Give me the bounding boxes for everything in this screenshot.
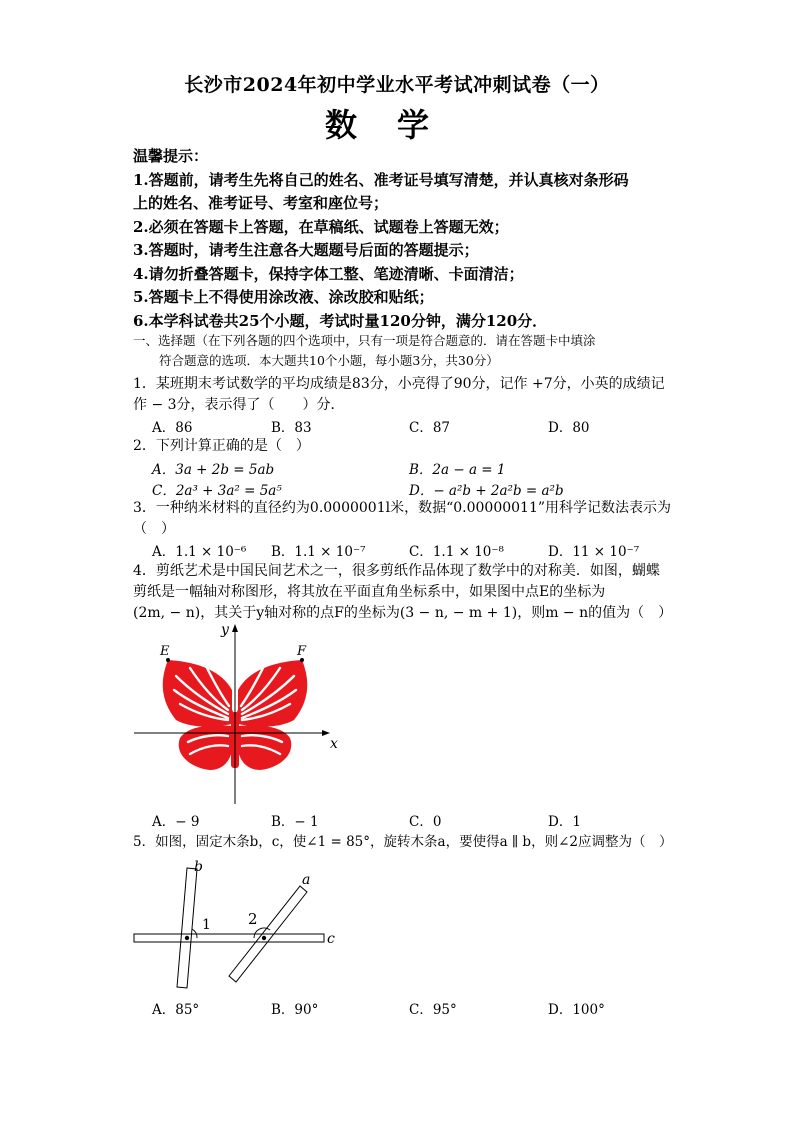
option-b[interactable]: B．− 1 xyxy=(271,814,319,830)
angle-2-label: 2 xyxy=(248,910,258,928)
option-b[interactable]: B．1.1 × 10⁻⁷ xyxy=(271,544,366,560)
wood-strips-figure xyxy=(130,856,350,992)
option-c[interactable]: C．0 xyxy=(409,814,442,830)
label-c: c xyxy=(327,931,335,947)
notice-line: 4.请勿折叠答题卡，保持字体工整、笔迹清晰、卡面清洁； xyxy=(133,264,524,283)
option-b[interactable]: B．83 xyxy=(271,420,312,436)
question-text: 剪纸是一幅轴对称图形，将其放在平面直角坐标系中，如果图中点E的坐标为 xyxy=(133,584,606,600)
question-text: （ ） xyxy=(133,521,175,537)
option-b[interactable]: B．2a − a = 1 xyxy=(409,462,506,478)
notice-line: 5.答题卡上不得使用涂改液、涂改胶和贴纸； xyxy=(133,288,434,306)
option-a[interactable]: A．85° xyxy=(152,1002,200,1018)
notice-line: 上的姓名、准考证号、考室和座位号； xyxy=(133,194,389,212)
option-d[interactable]: D．11 × 10⁻⁷ xyxy=(548,544,640,560)
option-a[interactable]: A．86 xyxy=(152,420,193,436)
notice-line: 6.本学科试卷共25个小题，考试时量120分钟，满分120分． xyxy=(133,311,548,330)
pivot-2 xyxy=(262,936,266,940)
option-c[interactable]: C．1.1 × 10⁻⁸ xyxy=(409,544,504,560)
question-text: 5．如图，固定木条b，c，使∠1 = 85°，旋转木条a，要使得a ∥ b，则∠2应调整为（ ） xyxy=(133,834,673,850)
notice-line: 1.答题前，请考生先将自己的姓名、准考证号填写清楚，并认真核对条形码 xyxy=(133,170,629,189)
question-3 xyxy=(133,498,673,540)
notice-block xyxy=(133,145,673,333)
notice-heading: 温馨提示： xyxy=(133,147,209,165)
label-e: E xyxy=(160,644,170,659)
angle-1-label: 1 xyxy=(202,917,211,933)
question-1 xyxy=(133,374,673,416)
question-text: 3．一种纳米材料的直径约为0.0000001l米，数据“0.00000011”用科学记数法表示为 xyxy=(133,500,672,516)
option-c[interactable]: C．95° xyxy=(409,1002,457,1018)
question-4 xyxy=(133,561,673,624)
exam-title: 长沙市2024年初中学业水平考试冲刺试卷（一） xyxy=(184,74,610,96)
notice-line: 2.必须在答题卡上答题，在草稿纸、试题卷上答题无效； xyxy=(133,217,509,236)
label-a: a xyxy=(302,872,311,888)
question-2 xyxy=(133,436,673,457)
strip-b xyxy=(177,868,197,988)
option-d[interactable]: D．80 xyxy=(548,420,590,436)
notice-line: 3.答题时，请考生注意各大题题号后面的答题提示； xyxy=(133,241,479,259)
axis-x-label: x xyxy=(330,736,338,752)
label-b: b xyxy=(194,859,203,875)
question-text: 4．剪纸艺术是中国民间艺术之一，很多剪纸作品体现了数学中的对称美．如图，蝴蝶 xyxy=(133,563,660,579)
question-text: (2m, − n)，其关于y轴对称的点F的坐标为(3 − n, − m + 1)，则m − n的值为（ ） xyxy=(133,605,673,621)
option-c[interactable]: C．87 xyxy=(409,420,451,436)
section-line: 符合题意的选项．本大题共10个小题，每小题3分，共30分） xyxy=(159,353,499,368)
question-text: 1．某班期末考试数学的平均成绩是83分，小亮得了90分，记作 +7分，小英的成绩记 xyxy=(133,376,665,392)
label-f: F xyxy=(297,644,307,659)
question-text: 2．下列计算正确的是（ ） xyxy=(133,438,310,454)
section-line: 一、选择题（在下列各题的四个选项中，只有一项是符合题意的．请在答题卡中填涂 xyxy=(133,333,596,348)
option-d[interactable]: D．− a²b + 2a²b = a²b xyxy=(409,483,564,499)
option-a[interactable]: A．3a + 2b = 5ab xyxy=(152,462,275,478)
pivot-1 xyxy=(185,936,189,940)
option-d[interactable]: D．100° xyxy=(548,1002,605,1018)
option-d[interactable]: D．1 xyxy=(548,814,581,830)
question-5 xyxy=(133,832,673,853)
question-text: 作 − 3分，表示得了（ ）分． xyxy=(133,397,345,413)
option-c[interactable]: C．2a³ + 3a² = 5a⁵ xyxy=(152,483,282,499)
option-a[interactable]: A．1.1 × 10⁻⁶ xyxy=(152,544,247,560)
strip-c xyxy=(134,934,324,942)
axis-y-label: y xyxy=(221,622,229,638)
butterfly-figure xyxy=(130,620,345,806)
option-a[interactable]: A．− 9 xyxy=(152,814,200,830)
option-b[interactable]: B．90° xyxy=(271,1002,319,1018)
section-heading xyxy=(133,331,673,371)
subject-title: 数学 xyxy=(324,106,469,144)
